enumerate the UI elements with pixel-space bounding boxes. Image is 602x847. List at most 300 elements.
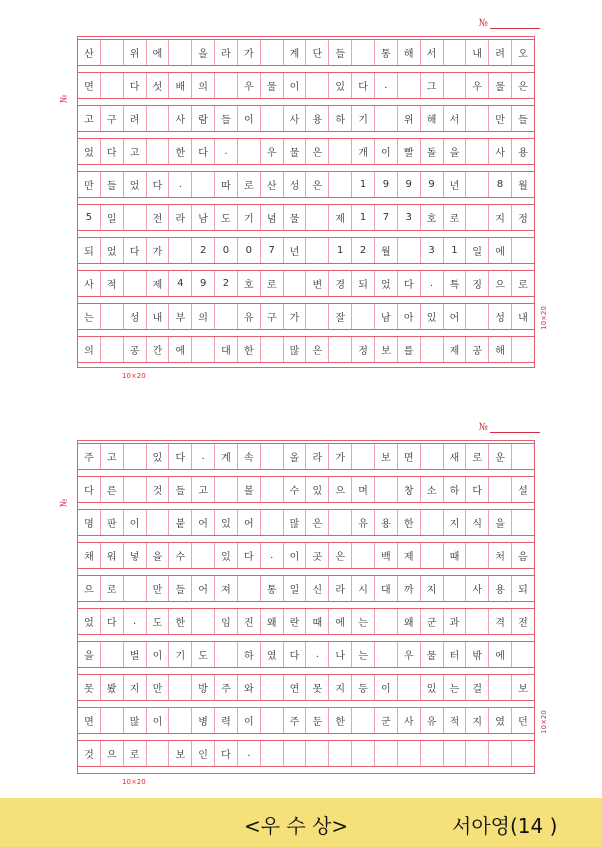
manuscript-cell: 가 <box>238 40 261 65</box>
manuscript-cell: 주 <box>284 708 307 733</box>
manuscript-cell <box>261 741 284 766</box>
manuscript-cell: 과 <box>444 609 467 634</box>
manuscript-cell: 제 <box>444 337 467 362</box>
manuscript-cell: 있 <box>215 543 238 568</box>
manuscript-cell <box>375 477 398 502</box>
manuscript-row <box>78 641 534 668</box>
manuscript-cell: . <box>261 543 284 568</box>
manuscript-cell: 구 <box>261 304 284 329</box>
manuscript-cell: 이 <box>284 73 307 98</box>
manuscript-cell <box>466 543 489 568</box>
manuscript-cell: 만 <box>147 675 170 700</box>
manuscript-cell: 명 <box>78 510 101 535</box>
manuscript-cell <box>124 477 147 502</box>
manuscript-cell <box>398 73 421 98</box>
manuscript-cell: 보 <box>375 444 398 469</box>
grid-size-label: 10×20 <box>122 372 146 380</box>
manuscript-cell <box>261 675 284 700</box>
manuscript-cell: 고 <box>124 139 147 164</box>
manuscript-cell: 많 <box>124 708 147 733</box>
manuscript-cell: 어 <box>192 576 215 601</box>
manuscript-cell: 5 <box>78 205 101 230</box>
manuscript-row <box>78 336 534 363</box>
manuscript-cell: 기 <box>238 205 261 230</box>
manuscript-cell: 있 <box>306 477 329 502</box>
manuscript-cell: 단 <box>306 40 329 65</box>
manuscript-cell: 어 <box>444 304 467 329</box>
manuscript-cell <box>352 444 375 469</box>
manuscript-cell: 가 <box>147 238 170 263</box>
manuscript-cell: 유 <box>421 708 444 733</box>
manuscript-cell: 변 <box>306 271 329 296</box>
manuscript-cell: 의 <box>192 304 215 329</box>
manuscript-cell <box>192 172 215 197</box>
manuscript-cell: 으 <box>329 477 352 502</box>
manuscript-cell: 물 <box>284 205 307 230</box>
manuscript-cell <box>398 741 421 766</box>
manuscript-cell: 연 <box>284 675 307 700</box>
manuscript-cell <box>421 510 444 535</box>
manuscript-cell: 내 <box>147 304 170 329</box>
manuscript-cell: 를 <box>398 337 421 362</box>
grid-size-label: 10×20 <box>122 778 146 786</box>
manuscript-row <box>78 39 534 66</box>
manuscript-cell: 물 <box>421 642 444 667</box>
manuscript-cell: 9 <box>192 271 215 296</box>
manuscript-cell: 다 <box>124 73 147 98</box>
manuscript-cell: 다 <box>101 139 124 164</box>
manuscript-cell: 백 <box>375 543 398 568</box>
manuscript-cell: 유 <box>352 510 375 535</box>
manuscript-sheet-1 <box>60 14 552 386</box>
manuscript-cell: 다 <box>352 73 375 98</box>
manuscript-cell: 에 <box>329 609 352 634</box>
manuscript-cell <box>284 741 307 766</box>
manuscript-cell <box>444 741 467 766</box>
manuscript-cell: 는 <box>78 304 101 329</box>
manuscript-cell <box>352 40 375 65</box>
manuscript-cell: 도 <box>147 609 170 634</box>
manuscript-cell <box>466 139 489 164</box>
manuscript-cell: 어 <box>238 510 261 535</box>
manuscript-cell: 이 <box>375 675 398 700</box>
manuscript-row <box>78 204 534 231</box>
manuscript-cell: 있 <box>421 675 444 700</box>
manuscript-cell <box>261 510 284 535</box>
manuscript-cell: 징 <box>466 271 489 296</box>
manuscript-cell: 들 <box>169 576 192 601</box>
manuscript-cell: 속 <box>238 444 261 469</box>
manuscript-cell: 나 <box>329 642 352 667</box>
manuscript-cell: 은 <box>306 139 329 164</box>
manuscript-cell <box>352 741 375 766</box>
manuscript-cell: 제 <box>398 543 421 568</box>
manuscript-cell <box>329 510 352 535</box>
manuscript-cell <box>306 238 329 263</box>
manuscript-row <box>78 542 534 569</box>
manuscript-cell <box>147 139 170 164</box>
manuscript-cell: 지 <box>444 510 467 535</box>
manuscript-cell: 지 <box>489 205 512 230</box>
manuscript-cell <box>192 543 215 568</box>
manuscript-cell: 월 <box>375 238 398 263</box>
manuscript-cell: 적 <box>101 271 124 296</box>
manuscript-cell: 7 <box>261 238 284 263</box>
manuscript-cell <box>169 238 192 263</box>
manuscript-cell: 잘 <box>329 304 352 329</box>
manuscript-cell: . <box>169 172 192 197</box>
manuscript-cell: 었 <box>78 609 101 634</box>
manuscript-cell <box>375 741 398 766</box>
manuscript-cell: 라 <box>329 576 352 601</box>
manuscript-cell <box>306 73 329 98</box>
manuscript-cell: 운 <box>489 444 512 469</box>
manuscript-cell <box>466 205 489 230</box>
manuscript-cell: 에 <box>169 337 192 362</box>
manuscript-cell: 것 <box>147 477 170 502</box>
manuscript-cell: 등 <box>352 675 375 700</box>
manuscript-cell <box>215 304 238 329</box>
manuscript-cell: 1 <box>352 205 375 230</box>
side-size-label: 10×20 <box>540 710 549 734</box>
manuscript-cell: 지 <box>329 675 352 700</box>
manuscript-row <box>78 138 534 165</box>
manuscript-cell: 보 <box>518 684 528 695</box>
manuscript-cell: 만 <box>78 172 101 197</box>
manuscript-cell: 을 <box>489 510 512 535</box>
manuscript-cell <box>466 304 489 329</box>
manuscript-cell: 섯 <box>147 73 170 98</box>
manuscript-cell: 둔 <box>306 708 329 733</box>
manuscript-cell <box>512 510 534 535</box>
manuscript-cell <box>215 642 238 667</box>
manuscript-cell: 지 <box>421 576 444 601</box>
manuscript-cell: 지 <box>466 708 489 733</box>
manuscript-cell: 해 <box>421 106 444 131</box>
manuscript-cell: 려 <box>124 106 147 131</box>
manuscript-cell <box>352 304 375 329</box>
manuscript-cell: 처 <box>489 543 512 568</box>
manuscript-cell: 1 <box>352 172 375 197</box>
manuscript-cell <box>329 337 352 362</box>
manuscript-row <box>78 509 534 536</box>
manuscript-cell: 을 <box>78 642 101 667</box>
manuscript-cell <box>261 444 284 469</box>
manuscript-cell: 있 <box>147 444 170 469</box>
manuscript-cell: 물 <box>489 73 512 98</box>
manuscript-row <box>78 608 534 635</box>
manuscript-cell: 은 <box>518 82 528 93</box>
manuscript-cell <box>169 40 192 65</box>
manuscript-cell <box>261 40 284 65</box>
manuscript-cell: 넣 <box>124 543 147 568</box>
manuscript-cell: 을 <box>147 543 170 568</box>
manuscript-cell: 산 <box>261 172 284 197</box>
manuscript-cell: . <box>192 444 215 469</box>
manuscript-cell <box>421 543 444 568</box>
manuscript-cell: 서 <box>421 40 444 65</box>
manuscript-cell: 벌 <box>124 642 147 667</box>
manuscript-cell: 격 <box>489 609 512 634</box>
manuscript-cell <box>512 238 534 263</box>
manuscript-row <box>78 72 534 99</box>
manuscript-cell: 들 <box>169 477 192 502</box>
manuscript-cell: . <box>238 741 261 766</box>
manuscript-cell: 많 <box>284 337 307 362</box>
manuscript-cell: 까 <box>398 576 421 601</box>
manuscript-cell <box>169 708 192 733</box>
manuscript-row <box>78 270 534 297</box>
manuscript-cell: 산 <box>78 40 101 65</box>
author-name: 서아영(14 ) <box>452 814 558 838</box>
manuscript-cell: 람 <box>192 106 215 131</box>
manuscript-cell: 었 <box>375 271 398 296</box>
manuscript-cell: 1 <box>329 238 352 263</box>
manuscript-cell: 진 <box>238 609 261 634</box>
manuscript-cell: 지 <box>124 675 147 700</box>
manuscript-cell: 다 <box>78 477 101 502</box>
manuscript-cell: 이 <box>238 708 261 733</box>
manuscript-cell: 력 <box>215 708 238 733</box>
manuscript-cell: 0 <box>238 238 261 263</box>
manuscript-cell: 7 <box>375 205 398 230</box>
manuscript-cell: 한 <box>398 510 421 535</box>
manuscript-cell: 한 <box>238 337 261 362</box>
manuscript-cell <box>466 609 489 634</box>
manuscript-cell: 곳 <box>306 543 329 568</box>
manuscript-cell: 성 <box>489 304 512 329</box>
manuscript-cell <box>466 106 489 131</box>
manuscript-cell: 면 <box>78 73 101 98</box>
manuscript-cell: 올 <box>284 444 307 469</box>
manuscript-cell: 군 <box>375 708 398 733</box>
manuscript-cell: 우 <box>261 139 284 164</box>
manuscript-cell: 적 <box>444 708 467 733</box>
manuscript-cell: 다 <box>124 238 147 263</box>
manuscript-cell <box>284 271 307 296</box>
manuscript-cell: 남 <box>375 304 398 329</box>
manuscript-cell: 라 <box>215 40 238 65</box>
manuscript-cell: 였 <box>489 708 512 733</box>
manuscript-cell: 못 <box>306 675 329 700</box>
manuscript-cell: 통 <box>261 576 284 601</box>
manuscript-cell <box>375 609 398 634</box>
manuscript-cell: 부 <box>169 304 192 329</box>
manuscript-cell: 른 <box>101 477 124 502</box>
manuscript-sheet-2 <box>60 418 552 794</box>
manuscript-cell <box>192 609 215 634</box>
manuscript-cell: 다 <box>284 642 307 667</box>
manuscript-cell: 은 <box>306 172 329 197</box>
manuscript-cell: 다 <box>101 609 124 634</box>
manuscript-cell: 때 <box>306 609 329 634</box>
manuscript-cell: 사 <box>398 708 421 733</box>
manuscript-cell: 은 <box>329 543 352 568</box>
manuscript-row <box>78 237 534 264</box>
manuscript-cell: 다 <box>192 139 215 164</box>
manuscript-cell: 때 <box>444 543 467 568</box>
manuscript-cell <box>444 40 467 65</box>
manuscript-cell: . <box>421 271 444 296</box>
manuscript-cell: 성 <box>284 172 307 197</box>
manuscript-cell: . <box>215 139 238 164</box>
manuscript-cell: 사 <box>466 576 489 601</box>
manuscript-cell: 볼 <box>238 477 261 502</box>
manuscript-cell: 걸 <box>466 675 489 700</box>
manuscript-row <box>78 171 534 198</box>
manuscript-cell <box>421 444 444 469</box>
manuscript-cell: 식 <box>466 510 489 535</box>
manuscript-cell: 그 <box>421 73 444 98</box>
manuscript-cell: 판 <box>101 510 124 535</box>
manuscript-cell: 우 <box>466 73 489 98</box>
manuscript-cell: 었 <box>124 172 147 197</box>
manuscript-cell: 시 <box>352 576 375 601</box>
manuscript-cell: 으 <box>101 741 124 766</box>
manuscript-cell: 터 <box>444 642 467 667</box>
side-number-label: № <box>59 498 70 508</box>
manuscript-cell: 배 <box>169 73 192 98</box>
manuscript-cell: 2 <box>215 271 238 296</box>
manuscript-cell: 남 <box>192 205 215 230</box>
manuscript-cell: 붙 <box>169 510 192 535</box>
manuscript-cell: 로 <box>518 280 528 291</box>
manuscript-cell: 용 <box>489 576 512 601</box>
manuscript-cell: 져 <box>215 576 238 601</box>
manuscript-cell: 4 <box>169 271 192 296</box>
manuscript-cell: 대 <box>215 337 238 362</box>
manuscript-cell: 하 <box>444 477 467 502</box>
manuscript-cell: 하 <box>329 106 352 131</box>
manuscript-cell: 는 <box>352 642 375 667</box>
manuscript-cell: . <box>124 609 147 634</box>
manuscript-cell: 오 <box>518 49 528 60</box>
manuscript-cell <box>238 576 261 601</box>
manuscript-cell: 유 <box>238 304 261 329</box>
manuscript-cell: 해 <box>489 337 512 362</box>
manuscript-cell: 은 <box>306 510 329 535</box>
manuscript-cell <box>101 337 124 362</box>
manuscript-cell: 로 <box>101 576 124 601</box>
manuscript-cell <box>329 741 352 766</box>
manuscript-cell <box>238 139 261 164</box>
manuscript-cell: 로 <box>124 741 147 766</box>
manuscript-cell: 일 <box>466 238 489 263</box>
manuscript-cell <box>306 741 329 766</box>
manuscript-cell: 경 <box>329 271 352 296</box>
manuscript-cell: 들 <box>329 40 352 65</box>
manuscript-cell: 군 <box>421 609 444 634</box>
manuscript-cell: 특 <box>444 271 467 296</box>
manuscript-cell: 었 <box>101 238 124 263</box>
manuscript-cell <box>466 172 489 197</box>
manuscript-cell: 다 <box>398 271 421 296</box>
manuscript-cell <box>169 675 192 700</box>
manuscript-cell: 워 <box>101 543 124 568</box>
manuscript-cell: 3 <box>421 238 444 263</box>
manuscript-cell <box>124 576 147 601</box>
manuscript-cell: 주 <box>215 675 238 700</box>
manuscript-cell: 어 <box>192 510 215 535</box>
manuscript-cell: 2 <box>192 238 215 263</box>
manuscript-cell: 통 <box>375 40 398 65</box>
manuscript-cell: 병 <box>192 708 215 733</box>
manuscript-cell: 라 <box>306 444 329 469</box>
manuscript-cell: 도 <box>192 642 215 667</box>
manuscript-cell: 것 <box>78 741 101 766</box>
manuscript-cell <box>147 510 170 535</box>
manuscript-cell: 일 <box>284 576 307 601</box>
manuscript-cell: 공 <box>124 337 147 362</box>
manuscript-cell <box>444 576 467 601</box>
manuscript-row <box>78 443 534 470</box>
manuscript-cell: 있 <box>421 304 444 329</box>
manuscript-cell: 제 <box>329 205 352 230</box>
manuscript-cell: 고 <box>78 106 101 131</box>
manuscript-cell: 0 <box>215 238 238 263</box>
manuscript-cell: 정 <box>518 214 528 225</box>
manuscript-cell <box>489 741 512 766</box>
manuscript-cell: 에 <box>147 40 170 65</box>
manuscript-cell: 소 <box>421 477 444 502</box>
manuscript-cell: 을 <box>444 139 467 164</box>
manuscript-cell: 도 <box>215 205 238 230</box>
manuscript-cell <box>489 675 512 700</box>
manuscript-cell: 고 <box>192 477 215 502</box>
award-title: <우 수 상> <box>244 814 349 838</box>
manuscript-cell: 개 <box>352 139 375 164</box>
manuscript-cell: 한 <box>169 139 192 164</box>
manuscript-cell <box>512 741 534 766</box>
manuscript-cell: 사 <box>284 106 307 131</box>
manuscript-cell: 있 <box>215 510 238 535</box>
manuscript-cell: 9 <box>375 172 398 197</box>
manuscript-cell <box>421 741 444 766</box>
manuscript-cell: 음 <box>518 552 528 563</box>
manuscript-cell: 구 <box>101 106 124 131</box>
manuscript-cell: 이 <box>284 543 307 568</box>
manuscript-cell <box>306 205 329 230</box>
manuscript-cell: 방 <box>192 675 215 700</box>
manuscript-cell: 해 <box>398 40 421 65</box>
manuscript-cell <box>329 172 352 197</box>
manuscript-cell <box>192 337 215 362</box>
manuscript-cell: 간 <box>147 337 170 362</box>
manuscript-row <box>78 303 534 330</box>
manuscript-cell <box>147 106 170 131</box>
manuscript-cell: 위 <box>124 40 147 65</box>
manuscript-cell <box>101 304 124 329</box>
manuscript-cell <box>101 73 124 98</box>
manuscript-cell: 었 <box>78 139 101 164</box>
manuscript-cell: 새 <box>444 444 467 469</box>
manuscript-cell: 8 <box>489 172 512 197</box>
manuscript-cell: 호 <box>421 205 444 230</box>
manuscript-cell: 신 <box>306 576 329 601</box>
manuscript-cell: 위 <box>398 106 421 131</box>
manuscript-cell: 다 <box>215 741 238 766</box>
manuscript-cell: 기 <box>169 642 192 667</box>
award-footer <box>0 798 602 847</box>
manuscript-cell: 한 <box>329 708 352 733</box>
manuscript-cell <box>352 543 375 568</box>
manuscript-cell: 하 <box>238 642 261 667</box>
manuscript-cell: 이 <box>147 708 170 733</box>
manuscript-cell: 많 <box>284 510 307 535</box>
manuscript-cell: 다 <box>238 543 261 568</box>
manuscript-cell: 9 <box>421 172 444 197</box>
manuscript-cell: 면 <box>398 444 421 469</box>
